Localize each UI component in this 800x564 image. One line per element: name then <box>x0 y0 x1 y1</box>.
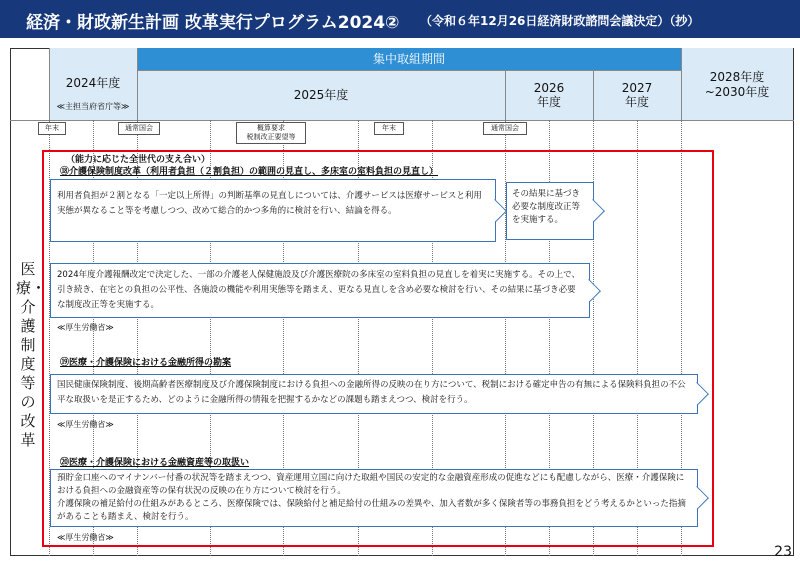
tag-tsujo-kokkai-1: 通常国会 <box>118 122 160 135</box>
header-bottom-line <box>10 120 794 121</box>
section18-box1-side <box>506 182 594 240</box>
section19-ministry: ≪厚生労働省≫ <box>57 420 114 429</box>
page-number: 23 <box>774 544 792 560</box>
section19-box-text: 国民健康保険制度、後期高齢者医療制度及び介護保険制度における負担への金融所得の反映の在り方について、税制における確定申告の有無による保険料負担の不公平な取扱いを是正するため、どのように金融所得の情報を把握するかなどの課題も踏まえつつ、検討を行う。 <box>57 380 686 405</box>
page-title: 経済・財政新生計画 改革実行プログラム2024② <box>26 13 400 33</box>
title-bar <box>0 0 800 38</box>
header-2024-sub: ≪主担当府省庁等≫ <box>56 102 130 111</box>
section18-heading1: （能力に応じた全世代の支え合い） <box>66 155 211 165</box>
tag-tsujo-kokkai-2: 通常国会 <box>483 122 527 135</box>
header-divider <box>49 48 50 120</box>
section20-box-line2: 介護保険の補足給付の仕組みがあるところ、医療保険では、保険給付と補足給付の仕組みの差異や、加入者数が多く保険者等の事務負担をどう考えるかといった指摘があることも踏まえ、検討を行う。 <box>57 499 686 522</box>
section20-box-line1: 預貯金口座へのマイナンバー付番の状況等を踏まえつつ、資産運用立国に向けた取組や国民の安定的な金融資産形成の促進などにも配慮しながら、医療・介護保険における負担への金融資産等の保有状況の反映の在り方について検討を行う。 <box>57 473 685 496</box>
header-2025: 2025年度 <box>137 70 505 120</box>
section20-ministry: ≪厚生労働省≫ <box>57 533 114 542</box>
section18-box1 <box>50 179 496 242</box>
page-subtitle: （令和６年12月26日経済財政諮問会議決定）（抄） <box>420 14 700 28</box>
section18-box2 <box>50 263 590 318</box>
section18-heading2: ⑱介護保険制度改革（利用者負担（２割負担）の範囲の見直し、多床室の室料負担の見直し） <box>60 167 439 177</box>
section18-box1-text: 利用者負担が２割となる「一定以上所得」の判断基準の見直しについては、介護サービスは医療サービスと利用実態が異なること等を考慮しつつ、改めて総合的かつ多角的に検討を行い、結論を得る。 <box>57 191 482 216</box>
header-focus-line <box>137 70 681 71</box>
section19-heading: ⑲医療・介護保険における金融所得の勘案 <box>60 358 232 368</box>
side-label: 医療・介護制度等の改革 <box>16 260 47 449</box>
header-focus-period: 集中取組期間 <box>137 48 681 70</box>
tag-nenmatsu-2025: 年末 <box>374 122 404 135</box>
header-2028-2030: 2028年度 ~2030年度 <box>681 48 793 120</box>
header-2024-label: 2024年度 <box>65 76 121 90</box>
header-2024 <box>49 48 137 120</box>
section18-box2-text: 2024年度介護報酬改定で決定した、一部の介護老人保健施設及び介護医療院の多床室の室料負担の見直しを着実に実施する。その上で、引き続き、在宅との負担の公平性、各施設の機能や利用実態等を踏まえ、更なる見直しを含め必要な検討を行い、その結果に基づき必要な制度改正等を実施する。 <box>57 270 580 310</box>
header-divider <box>505 70 506 120</box>
section20-box <box>50 469 698 527</box>
header-2027: 2027 年度 <box>593 70 681 120</box>
section20-box-text <box>57 473 686 522</box>
header-divider <box>593 70 594 120</box>
header-2026: 2026 年度 <box>505 70 593 120</box>
header-divider <box>137 48 138 120</box>
header-divider <box>681 48 682 120</box>
section18-ministry: ≪厚生労働省≫ <box>57 323 114 332</box>
tag-nenmatsu-2024: 年末 <box>38 122 66 135</box>
tag-gaisan-yokyu: 概算要求 税制改正要望等 <box>236 122 306 144</box>
section19-box <box>50 374 698 414</box>
section20-heading: ⑳医療・介護保険における金融資産等の取扱い <box>60 458 250 468</box>
section18-box1-side-text: その結果に基づき必要な制度改正等を実施する。 <box>512 189 581 225</box>
